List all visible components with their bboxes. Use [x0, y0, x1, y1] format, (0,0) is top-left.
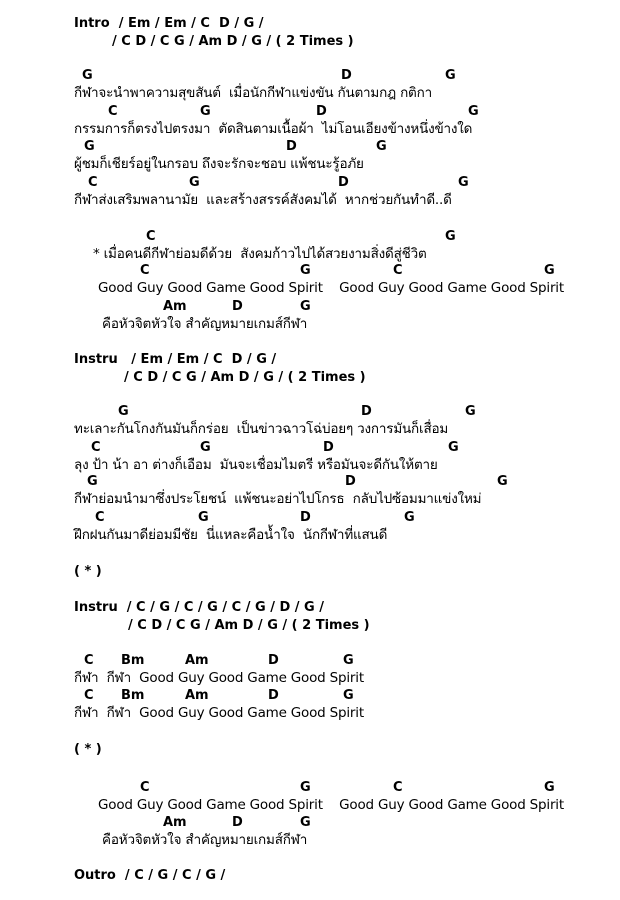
chord-symbol: D	[323, 440, 334, 455]
chord-symbol: G	[198, 510, 209, 525]
chord-symbol: Am	[185, 688, 209, 703]
lyric-line: กีฬา กีฬา Good Guy Good Game Good Spirit	[74, 670, 364, 686]
chord-symbol: G	[84, 139, 95, 154]
chord-symbol: C	[88, 175, 98, 190]
chord-symbol: C	[84, 688, 94, 703]
repeat-chorus-marker-1: ( * )	[74, 564, 102, 579]
lyric-line: กรรมการก็ตรงไปตรงมา ตัดสินตามเนื้อผ้า ไม่โอนเอียงข้างหนึ่งข้างใด	[74, 121, 473, 137]
instru-1-line-2: / C D / C G / Am D / G / ( 2 Times )	[124, 370, 366, 385]
chord-symbol: Bm	[121, 688, 145, 703]
lyric-line: กีฬาจะนำพาความสุขสันต์ เมื่อนักกีฬาแข่งขัน กันตามกฎ กติกา	[74, 85, 432, 101]
chord-symbol: D	[268, 653, 279, 668]
chord-symbol: D	[232, 299, 243, 314]
chord-symbol: G	[300, 263, 311, 278]
chord-symbol: G	[458, 175, 469, 190]
chord-symbol: C	[140, 780, 150, 795]
chord-symbol: D	[338, 175, 349, 190]
chord-symbol: C	[108, 104, 118, 119]
chord-symbol: G	[300, 780, 311, 795]
chord-symbol: D	[316, 104, 327, 119]
outro-line: Outro / C / G / C / G /	[74, 868, 226, 883]
chord-symbol: G	[448, 440, 459, 455]
lyric-line: คือหัวจิตหัวใจ สำคัญหมายเกมส์กีฬา	[102, 832, 308, 848]
chord-symbol: G	[87, 474, 98, 489]
intro-line-1: Intro / Em / Em / C D / G /	[74, 16, 264, 31]
chord-symbol: G	[82, 68, 93, 83]
lyric-line: คือหัวจิตหัวใจ สำคัญหมายเกมส์กีฬา	[102, 316, 308, 332]
chord-symbol: D	[345, 474, 356, 489]
chord-symbol: G	[465, 404, 476, 419]
lyric-line: กีฬาย่อมนำมาซึ่งประโยชน์ แพ้ชนะอย่าไปโกรธ กลับไปซ้อมมาแข่งใหม่	[74, 491, 482, 507]
chord-symbol: C	[84, 653, 94, 668]
lyric-line: Good Guy Good Game Good Spirit Good Guy Good Game Good Spirit	[98, 797, 564, 813]
chord-symbol: G	[376, 139, 387, 154]
intro-line-2: / C D / C G / Am D / G / ( 2 Times )	[112, 34, 354, 49]
chord-symbol: G	[343, 653, 354, 668]
chord-symbol: G	[200, 104, 211, 119]
chord-symbol: C	[393, 263, 403, 278]
chord-symbol: G	[468, 104, 479, 119]
instru-2-line-1: Instru / C / G / C / G / C / G / D / G /	[74, 600, 325, 615]
lyric-line: ลุง ป้า น้า อา ต่างก็เอือม มันจะเชื่อมไมตรี หรือมันจะดีกันให้ตาย	[74, 457, 438, 473]
chord-symbol: D	[286, 139, 297, 154]
lyric-line: กีฬา กีฬา Good Guy Good Game Good Spirit	[74, 705, 364, 721]
chord-symbol: Bm	[121, 653, 145, 668]
chord-symbol: G	[343, 688, 354, 703]
chord-symbol: G	[445, 68, 456, 83]
lyric-line: กีฬาส่งเสริมพลานามัย และสร้างสรรค์สังคมได้ หากช่วยกันทำดี..ดี	[74, 192, 452, 208]
chord-symbol: D	[268, 688, 279, 703]
chord-symbol: C	[393, 780, 403, 795]
lyric-line: Good Guy Good Game Good Spirit Good Guy Good Game Good Spirit	[98, 280, 564, 296]
chord-symbol: G	[300, 299, 311, 314]
chord-symbol: G	[200, 440, 211, 455]
chord-symbol: Am	[163, 299, 187, 314]
instru-2-line-2: / C D / C G / Am D / G / ( 2 Times )	[128, 618, 370, 633]
chord-symbol: C	[95, 510, 105, 525]
chord-symbol: Am	[163, 815, 187, 830]
chord-symbol: G	[544, 263, 555, 278]
lyric-line: ทะเลาะกันโกงกันมันก็กร่อย เป็นข่าวฉาวโฉ่บ่อยๆ วงการมันก็เสื่อม	[74, 421, 449, 437]
lyric-line: * เมื่อคนดีกีฬาย่อมดีด้วย สังคมก้าวไปได้สวยงามสิ่งดีสู่ชีวิต	[93, 246, 427, 262]
lyric-line: ผู้ชมก็เชียร์อยู่ในกรอบ ถึงจะรักจะชอบ แพ้ชนะรู้อภัย	[74, 156, 364, 172]
repeat-chorus-marker-2: ( * )	[74, 742, 102, 757]
chord-symbol: G	[445, 229, 456, 244]
lyric-line: ฝึกฝนกันมาดีย่อมมีชัย นี่แหละคือน้ำใจ นักกีฬาที่แสนดี	[74, 527, 388, 543]
chord-symbol: G	[544, 780, 555, 795]
chord-symbol: C	[146, 229, 156, 244]
chord-symbol: G	[189, 175, 200, 190]
chord-symbol: D	[232, 815, 243, 830]
chord-symbol: G	[300, 815, 311, 830]
instru-1-line-1: Instru / Em / Em / C D / G /	[74, 352, 277, 367]
chord-symbol: D	[341, 68, 352, 83]
chord-symbol: G	[118, 404, 129, 419]
chord-symbol: Am	[185, 653, 209, 668]
chord-symbol: G	[497, 474, 508, 489]
chord-symbol: C	[140, 263, 150, 278]
chord-symbol: D	[361, 404, 372, 419]
chord-symbol: C	[91, 440, 101, 455]
chord-symbol: G	[404, 510, 415, 525]
chord-symbol: D	[300, 510, 311, 525]
